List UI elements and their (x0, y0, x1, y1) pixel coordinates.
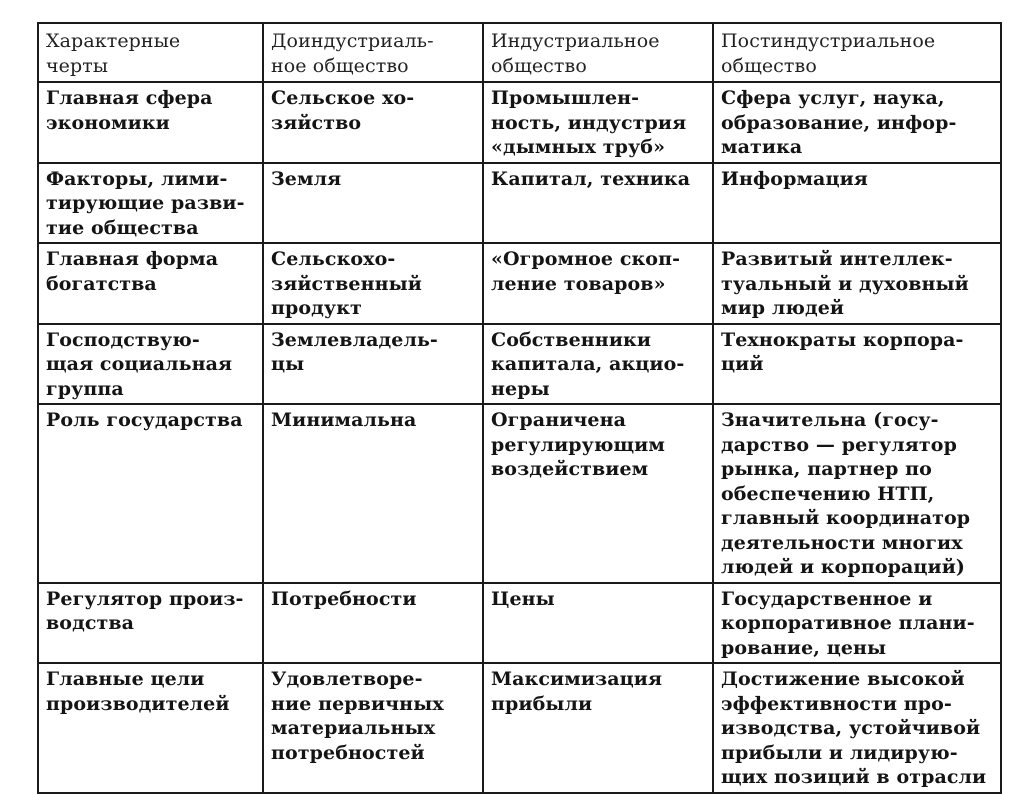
table-cell: Сфера услуг, наука, образование, инфор- матика (713, 82, 1001, 163)
table-cell: Собственники капитала, акцио- неры (483, 324, 713, 405)
table-row (38, 583, 1001, 664)
table-cell: Минимальна (263, 404, 483, 583)
table-cell: Цены (483, 583, 713, 664)
society-comparison-table (37, 22, 1002, 794)
header-cell-preindustrial: Доиндустриаль- ное общество (263, 23, 483, 82)
row-label-cell: Главные цели производителей (38, 663, 263, 793)
table-cell: Развитый интеллек- туальный и духовный мир людей (713, 243, 1001, 324)
table-cell: «Огромное скоп- ление товаров» (483, 243, 713, 324)
table-cell: Капитал, техника (483, 163, 713, 244)
table-row (38, 243, 1001, 324)
table-cell: Землевладель- цы (263, 324, 483, 405)
row-label-cell: Главная форма богатства (38, 243, 263, 324)
table-cell: Сельское хо- зяйство (263, 82, 483, 163)
table-row (38, 163, 1001, 244)
row-label-cell: Господствую- щая социальная группа (38, 324, 263, 405)
table-header-row (38, 23, 1001, 82)
table-cell: Достижение высокой эффективности про- изводства, устойчивой прибыли и лидирую- щих позиций в отрасли (713, 663, 1001, 793)
row-label-cell: Факторы, лими- тирующие разви- тие общества (38, 163, 263, 244)
table-cell: Значительна (госу- дарство — регулятор рынка, партнер по обеспечению НТП, главный координатор деятельности многих людей и корпораций) (713, 404, 1001, 583)
row-label-cell: Регулятор произ- водства (38, 583, 263, 664)
header-cell-industrial: Индустриальное общество (483, 23, 713, 82)
table-cell: Государственное и корпоративное плани- рование, цены (713, 583, 1001, 664)
table-cell: Максимизация прибыли (483, 663, 713, 793)
table-cell: Ограничена регулирующим воздействием (483, 404, 713, 583)
table-cell: Потребности (263, 583, 483, 664)
row-label-cell: Главная сфера экономики (38, 82, 263, 163)
table-cell: Промышлен- ность, индустрия «дымных труб» (483, 82, 713, 163)
row-label-cell: Роль государства (38, 404, 263, 583)
table-cell: Сельскохо- зяйственный продукт (263, 243, 483, 324)
table-row (38, 663, 1001, 793)
table-row (38, 82, 1001, 163)
table-cell: Удовлетворе- ние первичных материальных потребностей (263, 663, 483, 793)
table-row (38, 324, 1001, 405)
table-cell: Технократы корпора- ций (713, 324, 1001, 405)
table-cell: Информация (713, 163, 1001, 244)
header-cell-postindustrial: Постиндустриальное общество (713, 23, 1001, 82)
table-row (38, 404, 1001, 583)
comparison-table-sheet (37, 22, 1000, 788)
table-cell: Земля (263, 163, 483, 244)
header-cell-features: Характерные черты (38, 23, 263, 82)
